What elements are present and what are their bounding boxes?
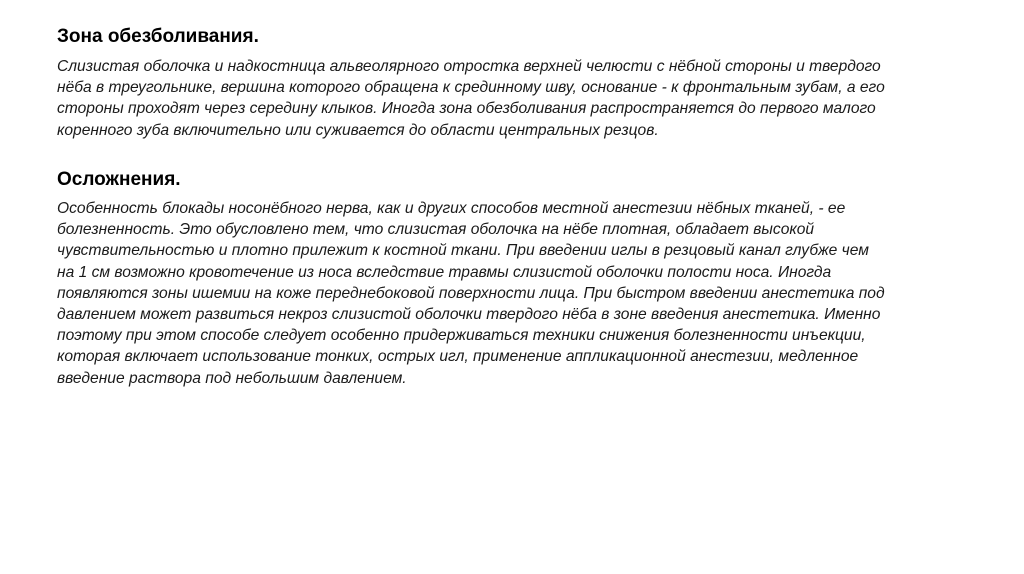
anesthesia-zone-text: Слизистая оболочка и надкостница альвеолярного отростка верхней челюсти с нёбной стороны и твердого нёба в треугольнике, вершина которого обращена к срединному шву, основание - к фронтальным зубам, а его стороны проходят через середину клыков. Иногда зона обезболивания распространяется до первого малого коренного зуба включительно или суживается до области центральных резцов.: [57, 58, 885, 139]
anesthesia-zone-section: [57, 24, 987, 141]
complications-text: Особенность блокады носонёбного нерва, как и других способов местной анестезии нёбных тканей, - ее болезненность. Это обусловлено тем, что слизистая оболочка на нёбе плотная, обладает высокой чувствительностью и плотно прилежит к костной ткани. При введении иглы в резцовый канал глубже чем на 1 см возможно кровотечение из носа вследствие травмы слизистой оболочки полости носа. Иногда появляются зоны ишемии на коже переднебоковой поверхности лица. При быстром введении анестетика под давлением может развиться некроз слизистой оболочки твердого нёба в зоне введения анестетика. Именно поэтому при этом способе следует особенно придерживаться техники снижения болезненности инъекции, которая включает использование тонких, острых игл, применение аппликационной анестезии, медленное введение раствора под небольшим давлением.: [57, 200, 885, 387]
anesthesia-zone-heading: Зона обезболивания.: [57, 26, 259, 47]
complications-heading: Осложнения.: [57, 169, 181, 190]
complications-section: [57, 167, 987, 389]
